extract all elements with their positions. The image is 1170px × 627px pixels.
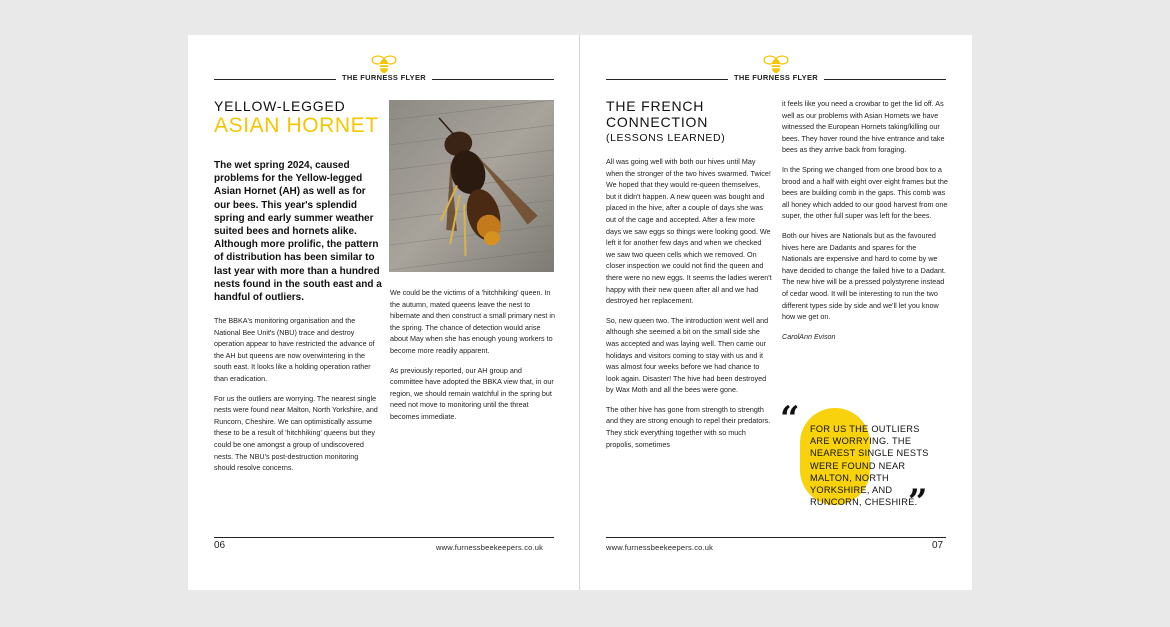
- open-quote-mark: “: [780, 399, 800, 439]
- bee-icon: [371, 53, 397, 75]
- page-number: 06: [214, 540, 226, 551]
- website-link[interactable]: www.furnessbeekeepers.co.uk: [436, 543, 544, 552]
- left-page: [188, 35, 580, 590]
- article-heading-line2: ASIAN HORNET: [214, 114, 379, 137]
- bee-icon: [763, 53, 789, 75]
- website-link[interactable]: www.furnessbeekeepers.co.uk: [606, 543, 714, 552]
- body-column-2: [390, 287, 556, 431]
- paragraph: In the Spring we changed from one brood box to a brood and a half with eight over eight frames but the bees are building comb in the gaps. This comb was all honey which added to our good harvest from one super, the other full super was left for the bees.: [782, 164, 948, 221]
- paragraph: All was going well with both our hives until May when the stronger of the two hives swarmed. Twice! We hoped that they would re-queen themselves, but it didn't happen. A new queen was bought and placed in the hive, after a couple of days she was out of the cage and accepted. After a few more days we saw eggs so things were looking good. We left it for another few days and when we checked we saw two queen cells which we removed. On closer inspection we could not find the queen and there were no new eggs. It seems the ladies weren't happy with their new queen after all and we had destroyed her replacement.: [606, 157, 772, 306]
- paragraph: The other hive has gone from strength to strength and they are strong enough to repel their predators. They stick everything together with so much propolis, sometimes: [606, 404, 771, 449]
- masthead-rule-left: [606, 79, 728, 80]
- body-column-1: [606, 156, 772, 458]
- article-subheading: (LESSONS LEARNED): [606, 132, 726, 144]
- author-byline: CarolAnn Evison: [782, 331, 836, 341]
- page-number: 07: [932, 540, 944, 551]
- article-heading-line2: CONNECTION: [606, 114, 709, 130]
- body-column-2: [782, 98, 948, 350]
- paragraph: We could be the victims of a 'hitchhiking' queen. In the autumn, mated queens leave the nest to hibernate and then construct a small primary nest in the spring. The chance of detection would arise about May when she has enough young workers to become more readily apparent.: [390, 288, 555, 355]
- article-heading-line1: THE FRENCH: [606, 98, 705, 114]
- hornet-photo: [389, 100, 554, 272]
- paragraph: Both our hives are Nationals but as the favoured hives here are Dadants and spares for the Nationals are expensive and hard to come by we have decided to change the failed hive to a Dadant. The new hive will be a pressed polystyrene instead of cedar wood. It will be interesting to run the two different types side by side and we'll let you know how we get on.: [782, 230, 946, 322]
- paragraph: it feels like you need a crowbar to get the lid off. As well as our problems with Asian Hornets we have witnessed the European Hornets taking/killing our bees. They hover round the hive entrance and take bees as they arrive back from foraging.: [782, 99, 945, 155]
- paragraph: So, new queen two. The introduction went well and although she seemed a bit on the small side she was accepted and was laying well. Then came our holidays and visitors coming to stay with us and it was almost four weeks before we had chance to look again. Disaster! The hive had been destroyed by Wax Moth and all the bees were gone.: [606, 315, 769, 395]
- lead-paragraph: The wet spring 2024, caused problems for the Yellow-legged Asian Hornet (AH) as well as for our bees. This year's splendid spring and early summer weather suited bees and hornets alike. Although more prolific, the pattern of distribution has been similar to last year with more than a hundred nests found in the south east and a handful of outliers.: [214, 160, 382, 304]
- paragraph: The BBKA's monitoring organisation and the National Bee Unit's (NBU) trace and destroy operation appear to have restricted the advance of the AH but queens are now overwintering in the south east. It looks like a holding operation rather than eradication.: [214, 316, 375, 383]
- pull-quote-text: FOR US THE OUTLIERS ARE WORRYING. THE NEAREST SINGLE NESTS WERE FOUND NEAR MALTON, NORTH YORKSHIRE, AND RUNCORN, CHESHIRE.: [810, 424, 929, 508]
- paragraph: For us the outliers are worrying. The nearest single nests were found near Malton, North Yorkshire, and Runcorn, Cheshire. We can optimistically assume these to be a result of 'hitchhiking' queens but they could be one amongst a group of undiscovered nests. The NBU's post-destruction monitoring should resolve concerns.: [214, 393, 378, 473]
- masthead-title: THE FURNESS FLYER: [734, 73, 818, 82]
- footer-rule: [606, 537, 946, 538]
- magazine-spread: [188, 35, 972, 590]
- close-quote-mark: ”: [908, 482, 928, 522]
- masthead-rule-right: [824, 79, 946, 80]
- masthead: [606, 53, 946, 83]
- article-heading-line1: YELLOW-LEGGED: [214, 98, 346, 114]
- pull-quote: [780, 399, 950, 525]
- masthead: [214, 53, 554, 83]
- body-column-1: [214, 315, 380, 482]
- footer-rule: [214, 537, 554, 538]
- right-page: [580, 35, 972, 590]
- paragraph: As previously reported, our AH group and committee have adopted the BBKA view that, in our region, we should remain watchful in the spring but need not move to monitoring until the threat becomes immediate.: [390, 365, 554, 421]
- masthead-rule-left: [214, 79, 336, 80]
- masthead-title: THE FURNESS FLYER: [342, 73, 426, 82]
- masthead-rule-right: [432, 79, 554, 80]
- article-heading: [606, 98, 725, 146]
